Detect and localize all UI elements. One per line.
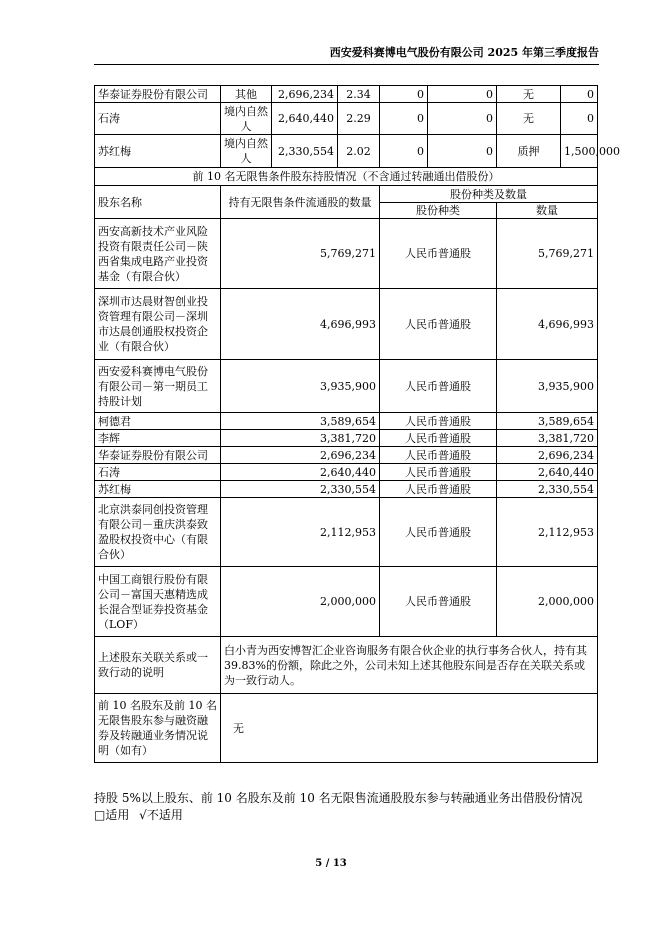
- unrestricted-qty: 2,696,234: [221, 447, 380, 464]
- table-row: [95, 135, 598, 168]
- share-class: 人民币普通股: [380, 464, 497, 481]
- related-label: 上述股东关联关系或一致行动的说明: [95, 637, 221, 694]
- share-class: 人民币普通股: [380, 413, 497, 430]
- holder-restricted-lent: 0: [428, 103, 497, 135]
- unrestricted-qty: 2,112,953: [221, 498, 380, 567]
- table-row: [95, 464, 598, 481]
- option-not-applicable: √不适用: [139, 808, 183, 822]
- pledge-qty: 0: [561, 103, 598, 135]
- pledge-status: 无: [497, 86, 561, 103]
- table-row: [95, 219, 598, 289]
- table-row: [95, 103, 598, 135]
- unrestricted-qty: 2,000,000: [221, 567, 380, 637]
- holder-name: 西安爱科赛博电气股份有限公司－第一期员工持股计划: [95, 360, 221, 413]
- share-class: 人民币普通股: [380, 498, 497, 567]
- share-class: 人民币普通股: [380, 219, 497, 289]
- share-class-qty: 3,935,900: [497, 360, 598, 413]
- holder-restricted: 0: [380, 86, 428, 103]
- unrestricted-qty: 4,696,993: [221, 289, 380, 360]
- section-title: 前 10 名无限售条件股东持股情况（不含通过转融通出借股份）: [95, 168, 598, 186]
- holder-shares: 2,330,554: [272, 135, 338, 168]
- unrestricted-qty: 3,589,654: [221, 413, 380, 430]
- holder-restricted-lent: 0: [428, 135, 497, 168]
- share-class: 人民币普通股: [380, 447, 497, 464]
- pledge-status: 无: [497, 103, 561, 135]
- holder-nature: 其他: [221, 86, 272, 103]
- share-class-qty: 5,769,271: [497, 219, 598, 289]
- holder-name: 北京洪泰同创投资管理有限公司－重庆洪泰致盈股权投资中心（有限合伙）: [95, 498, 221, 567]
- lending-note: [94, 790, 599, 824]
- share-class-qty: 4,696,993: [497, 289, 598, 360]
- holder-name: 苏红梅: [95, 135, 221, 168]
- margin-text: 无: [221, 694, 598, 763]
- share-class: 人民币普通股: [380, 567, 497, 637]
- holder-name: 华泰证券股份有限公司: [95, 447, 221, 464]
- table-row: [95, 360, 598, 413]
- margin-row: [95, 694, 598, 763]
- holder-name: 石涛: [95, 103, 221, 135]
- share-class-qty: 2,330,554: [497, 481, 598, 498]
- holder-pct: 2.29: [338, 103, 380, 135]
- holder-name: 李辉: [95, 430, 221, 447]
- holder-pct: 2.02: [338, 135, 380, 168]
- related-row: [95, 637, 598, 694]
- holder-nature: 境内自然人: [221, 135, 272, 168]
- holder-name: 西安高新技术产业风险投资有限责任公司－陕西省集成电路产业投资基金（有限合伙）: [95, 219, 221, 289]
- holder-shares: 2,640,440: [272, 103, 338, 135]
- holder-name: 柯德君: [95, 413, 221, 430]
- share-class-qty: 2,640,440: [497, 464, 598, 481]
- table-row: [95, 481, 598, 498]
- table-row: [95, 413, 598, 430]
- pledge-qty: 1,500,000: [561, 135, 598, 168]
- unrestricted-qty: 3,935,900: [221, 360, 380, 413]
- unrestricted-qty: 3,381,720: [221, 430, 380, 447]
- col-unrestricted-qty: 持有无限售条件流通股的数量: [221, 186, 380, 219]
- share-class-qty: 3,381,720: [497, 430, 598, 447]
- holder-name: 苏红梅: [95, 481, 221, 498]
- col-share-class-group: 股份种类及数量: [380, 186, 598, 203]
- page-number: 5 / 13: [315, 858, 347, 869]
- holder-name: 深圳市达晨财智创业投资管理有限公司－深圳市达晨创通股权投资企业（有限合伙）: [95, 289, 221, 360]
- share-class: 人民币普通股: [380, 430, 497, 447]
- holder-restricted-lent: 0: [428, 86, 497, 103]
- unrestricted-qty: 2,640,440: [221, 464, 380, 481]
- share-class-qty: 2,000,000: [497, 567, 598, 637]
- table-row: [95, 289, 598, 360]
- margin-label: 前 10 名股东及前 10 名无限售股东参与融资融券及转融通业务情况说明（如有）: [95, 694, 221, 763]
- section-title-row: [95, 168, 598, 186]
- holder-restricted: 0: [380, 103, 428, 135]
- holder-shares: 2,696,234: [272, 86, 338, 103]
- unrestricted-qty: 5,769,271: [221, 219, 380, 289]
- holder-name: 华泰证券股份有限公司: [95, 86, 221, 103]
- pledge-status: 质押: [497, 135, 561, 168]
- share-class-qty: 2,696,234: [497, 447, 598, 464]
- unrestricted-qty: 2,330,554: [221, 481, 380, 498]
- table-row: [95, 498, 598, 567]
- col-holder-name: 股东名称: [95, 186, 221, 219]
- option-applicable: □适用: [94, 808, 130, 822]
- table-row: [95, 430, 598, 447]
- col-share-class: 股份种类: [380, 203, 497, 219]
- holder-pct: 2.34: [338, 86, 380, 103]
- share-class: 人民币普通股: [380, 360, 497, 413]
- lending-note-options: [94, 807, 599, 824]
- table-row: [95, 567, 598, 637]
- shareholder-table: [94, 85, 620, 763]
- share-class: 人民币普通股: [380, 289, 497, 360]
- holder-name: 石涛: [95, 464, 221, 481]
- holder-name: 中国工商银行股份有限公司－富国天惠精选成长混合型证券投资基金（LOF）: [95, 567, 221, 637]
- table-row: [95, 86, 598, 103]
- lending-note-text: 持股 5%以上股东、前 10 名股东及前 10 名无限售流通股股东参与转融通业务出借股份情况: [94, 791, 583, 805]
- share-class-qty: 3,589,654: [497, 413, 598, 430]
- table-row: [95, 447, 598, 464]
- share-class-qty: 2,112,953: [497, 498, 598, 567]
- header-row: [95, 186, 598, 203]
- holder-nature: 境内自然人: [221, 103, 272, 135]
- share-class: 人民币普通股: [380, 481, 497, 498]
- related-text: 白小青为西安博智汇企业咨询服务有限合伙企业的执行事务合伙人，持有其 39.83%的份额，除此之外，公司未知上述其他股东间是否存在关联关系或为一致行动人。: [221, 637, 598, 694]
- holder-restricted: 0: [380, 135, 428, 168]
- report-header: 西安爱科赛博电气股份有限公司 2025 年第三季度报告: [94, 44, 599, 65]
- col-qty: 数量: [497, 203, 598, 219]
- pledge-qty: 0: [561, 86, 598, 103]
